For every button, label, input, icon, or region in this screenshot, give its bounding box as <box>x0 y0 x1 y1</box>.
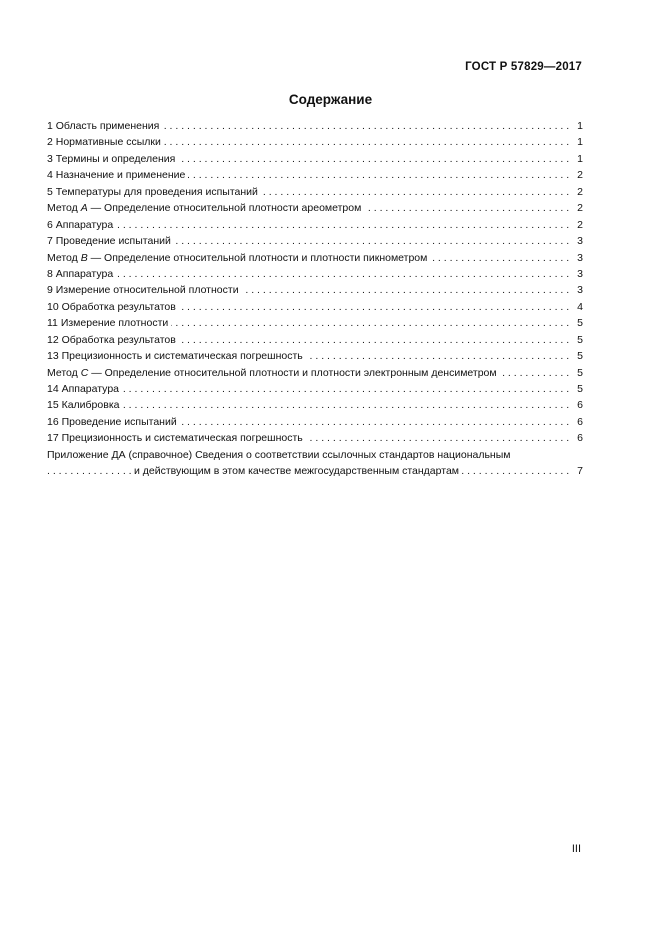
appendix-title-line2: и действующим в этом качестве межгосударственным стандартам <box>134 463 462 479</box>
toc-entry-page: 6 <box>574 430 583 446</box>
toc-entry <box>47 250 583 266</box>
page-number: III <box>571 843 581 855</box>
toc-entry <box>47 430 583 446</box>
toc-entry-appendix <box>47 447 583 480</box>
toc-entry <box>47 381 583 397</box>
toc-entry-title: 2 Нормативные ссылки <box>47 136 164 148</box>
toc-entry <box>47 134 583 150</box>
toc-entry-title: Метод C — Определение относительной плотности и плотности электронным денсиметром <box>47 367 500 379</box>
toc-entry <box>47 167 583 183</box>
toc-entry <box>47 233 583 249</box>
toc-entry-page: 2 <box>574 200 583 216</box>
toc-entry-page: 4 <box>574 299 583 315</box>
toc-entry-title: Метод B — Определение относительной плотности и плотности пикнометром <box>47 252 430 264</box>
toc-entry-title: 8 Аппаратура <box>47 268 116 280</box>
toc-entry-title: 11 Измерение плотности <box>47 317 171 329</box>
toc-entry-title: 10 Обработка результатов <box>47 301 179 313</box>
toc-entry-page: 5 <box>574 332 583 348</box>
toc-entry-title: 17 Прецизионность и систематическая погрешность <box>47 432 306 444</box>
toc-entry-page: 1 <box>574 134 583 150</box>
toc-entry-title: 13 Прецизионность и систематическая погрешность <box>47 350 306 362</box>
toc-entry-page: 5 <box>574 348 583 364</box>
toc-entry-page: 3 <box>574 250 583 266</box>
toc-entry-title: 7 Проведение испытаний <box>47 235 174 247</box>
page-title: Содержание <box>288 92 373 107</box>
toc-entry-page: 3 <box>574 282 583 298</box>
toc-entry-page: 5 <box>574 381 583 397</box>
toc-entry-title: 16 Проведение испытаний <box>47 416 180 428</box>
toc-entry-page: 5 <box>574 365 583 381</box>
toc-entry-title: 4 Назначение и применение <box>47 169 188 181</box>
toc-entry <box>47 217 583 233</box>
toc-entry <box>47 151 583 167</box>
toc-entry-page: 1 <box>574 151 583 167</box>
toc-entry <box>47 315 583 331</box>
toc-entry <box>47 332 583 348</box>
toc-entry <box>47 200 583 216</box>
toc-entry <box>47 414 583 430</box>
toc-entry-page: 6 <box>574 414 583 430</box>
toc-entry <box>47 118 583 134</box>
toc-entry <box>47 282 583 298</box>
toc-entry-title: 1 Область применения <box>47 120 162 132</box>
appendix-title-line1: . . . Приложение ДА (справочное) Сведения о соответствии ссылочных стандартов национальным <box>47 447 583 463</box>
toc-entry-title: 6 Аппаратура <box>47 219 116 231</box>
toc-entry-title: 9 Измерение относительной плотности <box>47 284 242 296</box>
table-of-contents <box>47 118 583 480</box>
appendix-page: 7 <box>574 463 583 479</box>
toc-entry-title: 12 Обработка результатов <box>47 334 179 346</box>
toc-entry <box>47 348 583 364</box>
toc-entry <box>47 299 583 315</box>
toc-entry-title: 15 Калибровка <box>47 399 122 411</box>
toc-entry <box>47 184 583 200</box>
toc-entry-page: 2 <box>574 217 583 233</box>
document-code: ГОСТ Р 57829—2017 <box>465 61 582 73</box>
toc-entry-page: 6 <box>574 397 583 413</box>
toc-entry-page: 3 <box>574 266 583 282</box>
toc-entry <box>47 266 583 282</box>
toc-entry <box>47 365 583 381</box>
toc-entry-title: 14 Аппаратура <box>47 383 122 395</box>
toc-entry-page: 5 <box>574 315 583 331</box>
toc-entry-page: 2 <box>574 167 583 183</box>
toc-entry-page: 2 <box>574 184 583 200</box>
toc-entry-page: 1 <box>574 118 583 134</box>
toc-entry-title: 5 Температуры для проведения испытаний <box>47 186 261 198</box>
toc-entry-title: 3 Термины и определения <box>47 153 178 165</box>
toc-entry-page: 3 <box>574 233 583 249</box>
toc-entry <box>47 397 583 413</box>
toc-entry-title: Метод A — Определение относительной плотности ареометром <box>47 202 364 214</box>
